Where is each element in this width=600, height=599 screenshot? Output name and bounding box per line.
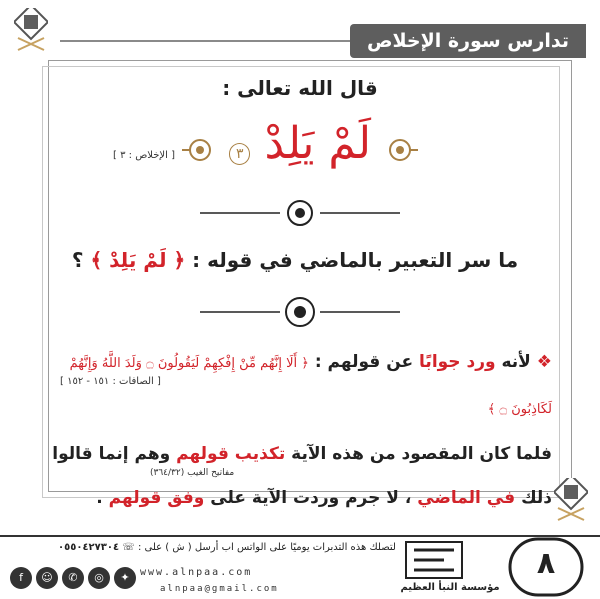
website-link[interactable]: www.alnpaa.com (140, 567, 253, 578)
answer-highlight-1: ورد جوابًا (419, 352, 496, 372)
answer-ayah: ﴿ أَلَا إِنَّهُم مِّنْ إِفْكِهِمْ لَيَقُولُونَ ۝ وَلَدَ اللَّهُ وَإِنَّهُمْ لَكَاذِبُونَ ۝ ﴾ (69, 356, 552, 417)
corner-logo-icon (14, 8, 48, 52)
subscribe-text: لتصلك هذه التدبرات يوميًا على الواتس اب أرسل ( ش ) على : (137, 542, 396, 553)
email-link[interactable]: alnpaa@gmail.com (160, 584, 279, 594)
safat-reference: [ الصافات : ١٥١ - ١٥٢ ] (60, 376, 161, 387)
ayah-text: لَمْ يَلِدْ (264, 118, 372, 169)
snapchat-icon[interactable]: ☺ (36, 567, 58, 589)
subscribe-line (0, 537, 454, 559)
question-text: ما سر التعبير بالماضي في قوله : (192, 248, 519, 272)
twitter-icon[interactable]: ✦ (114, 567, 136, 589)
ayah-main (200, 118, 400, 169)
answer-part-3: فلما كان المقصود من هذه الآية (291, 444, 552, 464)
answer-highlight-4: وفق قولهم (108, 488, 205, 508)
phone-number[interactable]: ٠٥٥٠٤٢٧٣٠٤ (58, 542, 120, 553)
answer-part-2: عن قولهم : (314, 352, 414, 372)
question-ayah: ﴿ لَمْ يَلِدْ ﴾ (90, 248, 186, 272)
whatsapp-social-icon[interactable]: ✆ (62, 567, 84, 589)
intro-text: قال الله تعالى : (222, 76, 378, 100)
foundation-name: مؤسسة النبأ العظيم (400, 582, 500, 593)
answer-block (52, 340, 552, 520)
divider-ornament-2-icon (200, 294, 400, 330)
answer-part-6: . (96, 488, 103, 508)
question-mark: ؟ (71, 248, 84, 272)
page-title: تدارس سورة الإخلاص (350, 24, 586, 58)
card-number: ٨ (536, 546, 556, 581)
ayah-reference: [ الإخلاص : ٣ ] (113, 150, 175, 161)
source-citation: مفاتيح الغيب (٣٦٤/٣٢) (150, 468, 235, 478)
corner-logo-br-icon (554, 478, 588, 522)
question-line (60, 248, 530, 272)
facebook-icon[interactable]: f (10, 567, 32, 589)
whatsapp-icon: ☏ (122, 542, 135, 553)
answer-part-4: وهم إنما قالوا ذلك (52, 444, 552, 508)
bullet-icon: ❖ (536, 352, 552, 372)
ayah-number: ٣ (229, 143, 251, 165)
answer-part-1: لأنه (501, 352, 531, 372)
answer-highlight-3: في الماضي (417, 488, 516, 508)
answer-highlight-2: تكذيب قولهم (176, 444, 286, 464)
answer-part-5: ، لا جرم وردت الآية على (210, 488, 412, 508)
foundation-logo-icon (404, 540, 464, 580)
instagram-icon[interactable]: ◎ (88, 567, 110, 589)
divider-ornament-icon (200, 198, 400, 228)
